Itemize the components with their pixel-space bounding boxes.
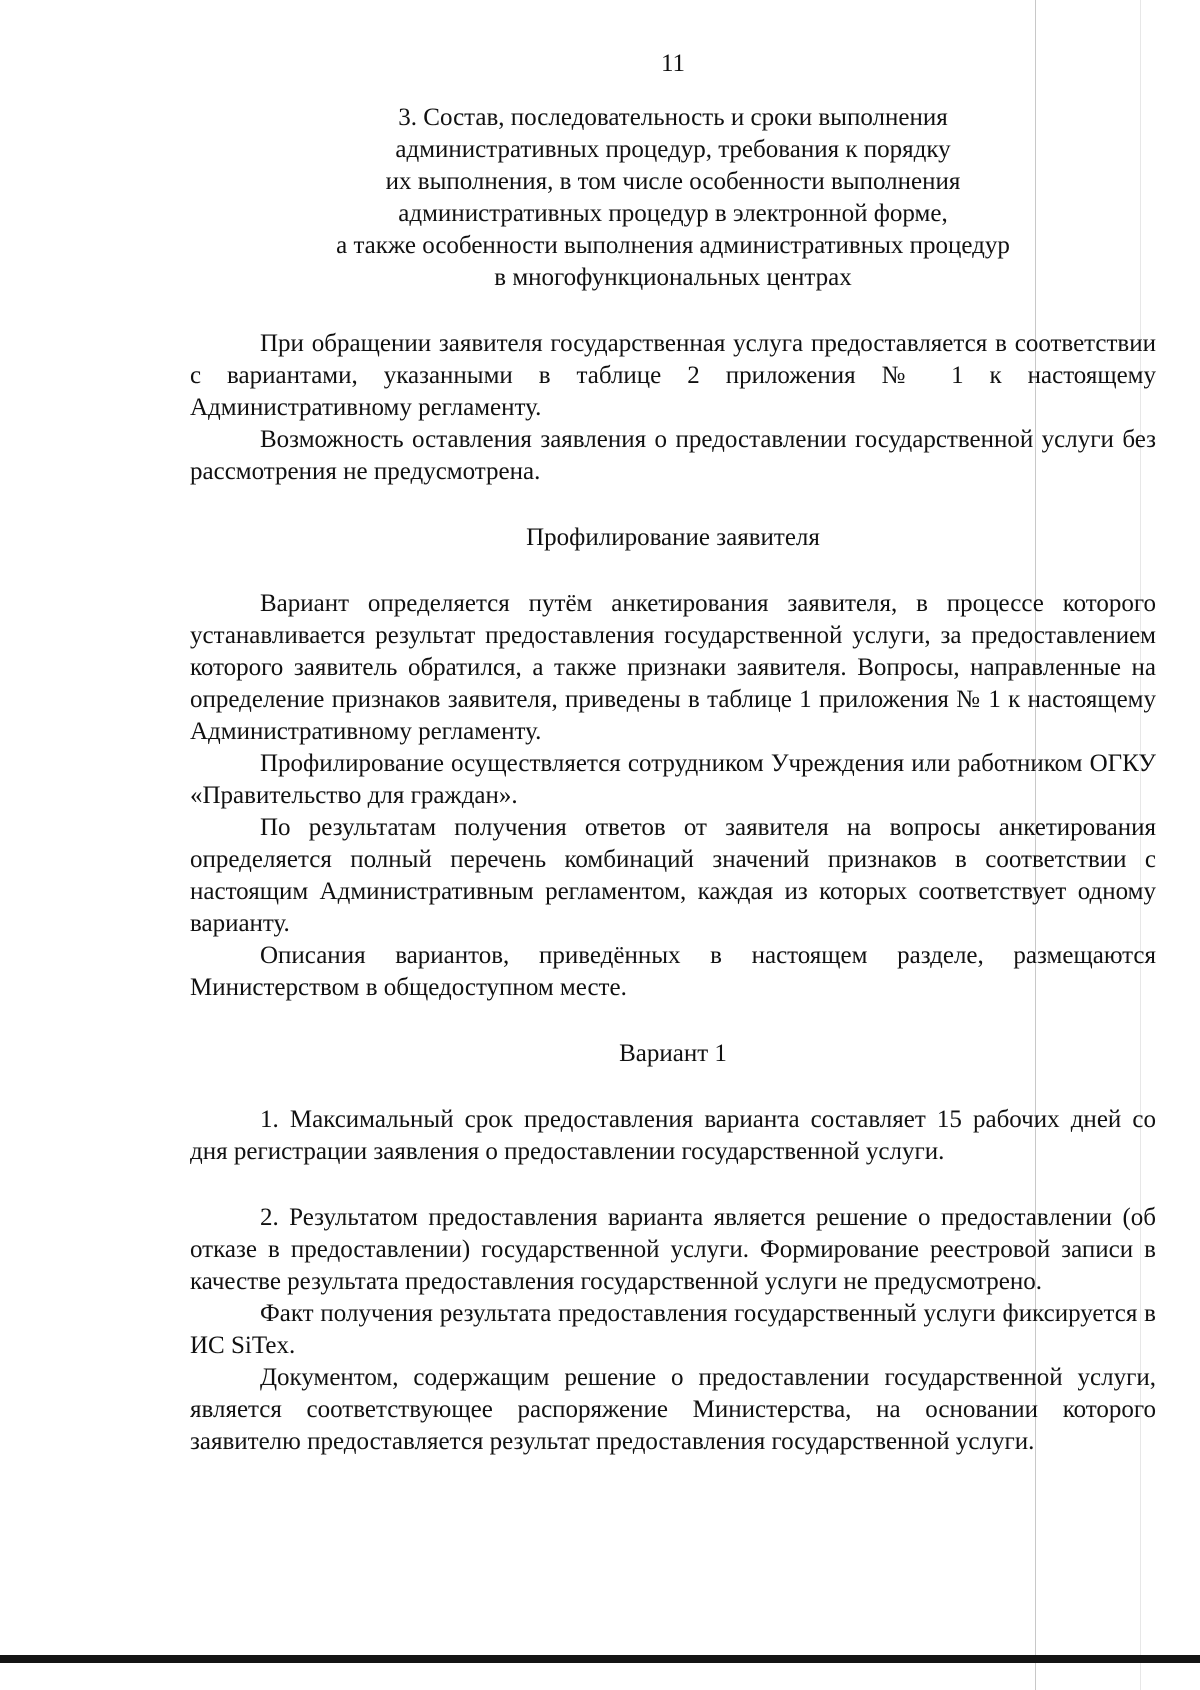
variant-1-paragraph-2: 2. Результатом предоставления варианта является решение о предоставлении (об отказе в предоставлении) государственной услуги. Формирование реестровой записи в качестве результата предоставления государственной услуги не предусмотрено. xyxy=(190,1204,1156,1295)
variant-1-heading: Вариант 1 xyxy=(619,1040,727,1067)
variant-1-paragraph-4: Документом, содержащим решение о предоставлении государственной услуги, является соответствующее распоряжение Министерства, на основании которого заявителю предоставляется результат предоставления государственной услуги. xyxy=(190,1364,1156,1455)
page-content xyxy=(190,48,1156,1458)
intro-paragraph-1: При обращении заявителя государственная услуга предоставляется в соответствии с вариантами, указанными в таблице 2 приложения № 1 к настоящему Административному регламенту. xyxy=(190,330,1156,421)
variant-1-paragraph-1: 1. Максимальный срок предоставления варианта составляет 15 рабочих дней со дня регистрации заявления о предоставлении государственной услуги. xyxy=(190,1106,1156,1165)
profiling-paragraph-3: По результатам получения ответов от заявителя на вопросы анкетирования определяется полный перечень комбинаций значений признаков в соответствии с настоящим Административным регламентом, каждая из которых соответствует одному варианту. xyxy=(190,814,1156,937)
section-title: 3. Состав, последовательность и сроки выполнения административных процедур, требования к порядку их выполнения, в том числе особенности выполнения административных процедур в электронной форме, а также особенности выполнения административных процедур в многофункциональных центрах xyxy=(336,104,1010,291)
scan-bottom-border xyxy=(0,1655,1200,1663)
profiling-paragraph-2: Профилирование осуществляется сотрудником Учреждения или работником ОГКУ «Правительство для граждан». xyxy=(190,750,1156,809)
profiling-heading: Профилирование заявителя xyxy=(526,524,820,551)
page-number: 11 xyxy=(660,50,686,77)
profiling-paragraph-4: Описания вариантов, приведённых в настоящем разделе, размещаются Министерством в общедоступном месте. xyxy=(190,942,1156,1001)
profiling-paragraph-1: Вариант определяется путём анкетирования заявителя, в процессе которого устанавливается результат предоставления государственной услуги, за предоставлением которого заявитель обратился, а также признаки заявителя. Вопросы, направленные на определение признаков заявителя, приведены в таблице 1 приложения № 1 к настоящему Административному регламенту. xyxy=(190,590,1156,745)
intro-paragraph-2: Возможность оставления заявления о предоставлении государственной услуги без рассмотрения не предусмотрена. xyxy=(190,426,1156,485)
variant-1-paragraph-3: Факт получения результата предоставления государственный услуги фиксируется в ИС SiTex. xyxy=(190,1300,1156,1359)
